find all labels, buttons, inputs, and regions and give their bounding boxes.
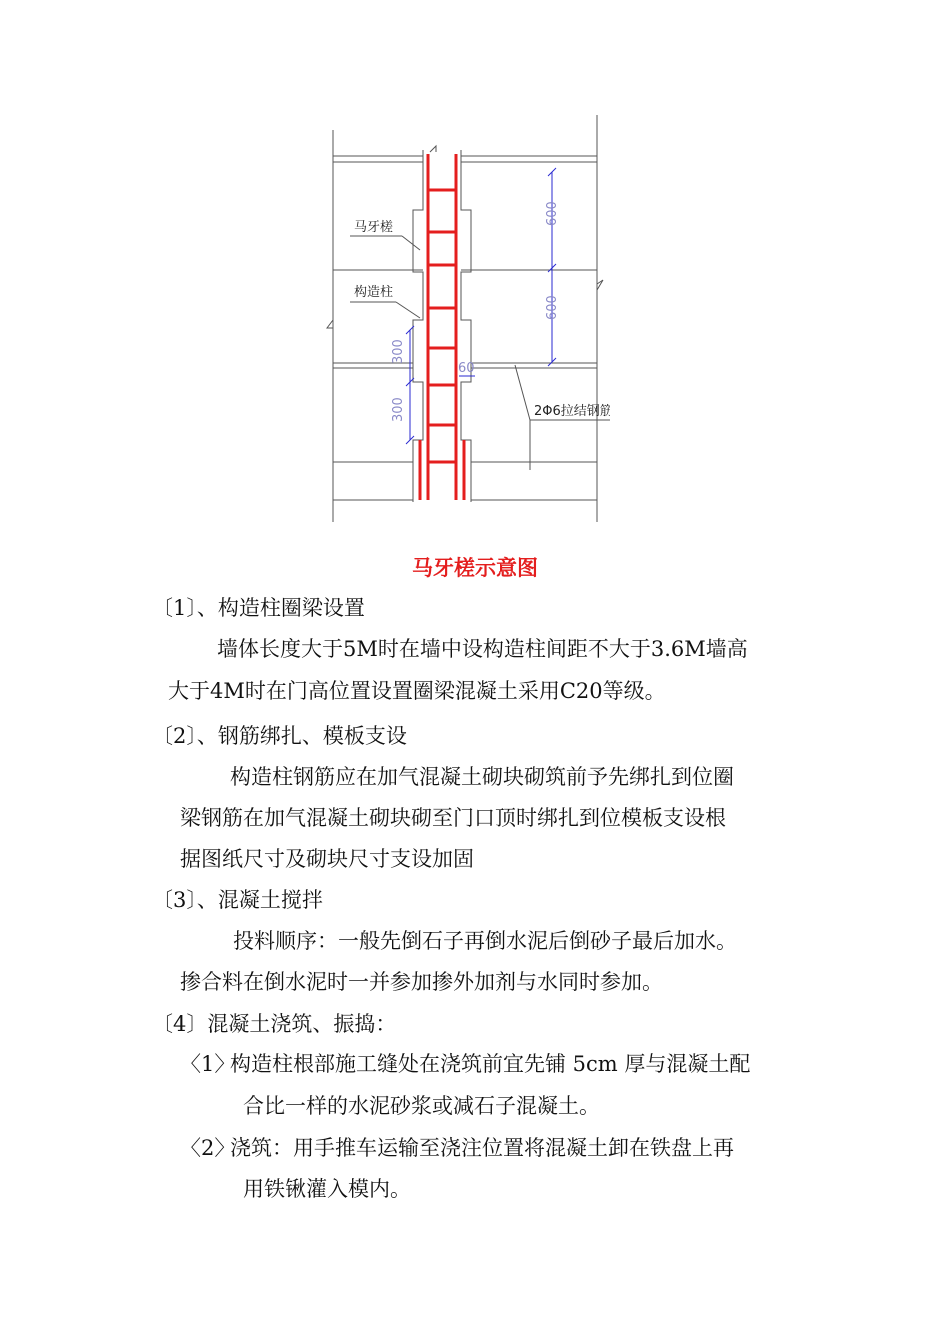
diagram-svg [320, 110, 610, 530]
label-column: 构造柱 [354, 285, 394, 300]
figure-caption: 马牙槎示意图 [412, 555, 538, 580]
section-3-line-2: 掺合料在倒水泥时一并参加掺外加剂与水同时参加。 [180, 970, 663, 994]
item-2-line-1: 浇筑：用手推车运输至浇注位置将混凝土卸在铁盘上再 [230, 1136, 734, 1160]
dim-60: 60 [458, 361, 475, 376]
section-1-line-2: 大于4M时在门高位置设置圈梁混凝土采用C20等级。 [168, 679, 666, 703]
label-tie-bar: 2Φ6拉结钢筋 [534, 404, 610, 419]
section-2-line-1: 构造柱钢筋应在加气混凝土砌块砌筑前予先绑扎到位圈 [230, 765, 734, 789]
section-2-line-3: 据图纸尺寸及砌块尺寸支设加固 [180, 847, 474, 871]
item-2-line-2: 用铁锹灌入模内。 [243, 1177, 411, 1201]
dim-600-upper: 600 [545, 201, 560, 226]
item-2-marker: 〈2〉 [180, 1136, 236, 1160]
section-4-heading: 〔4〕混凝土浇筑、振捣： [152, 1012, 397, 1036]
section-1-line-1: 墙体长度大于5M时在墙中设构造柱间距不大于3.6M墙高 [217, 637, 748, 661]
section-2-line-2: 梁钢筋在加气混凝土砌块砌至门口顶时绑扎到位模板支设根 [180, 806, 726, 830]
item-1-line-1: 构造柱根部施工缝处在浇筑前宜先铺 5cm 厚与混凝土配 [230, 1052, 751, 1076]
section-2-heading: 〔2〕、钢筋绑扎、模板支设 [152, 724, 407, 748]
item-1-marker: 〈1〉 [180, 1052, 236, 1076]
section-1-heading: 〔1〕、构造柱圈梁设置 [152, 596, 365, 620]
dim-300-upper: 300 [391, 339, 406, 364]
horse-tooth-diagram [320, 110, 610, 530]
rebar-cage [420, 154, 464, 500]
dim-600-lower: 600 [545, 295, 560, 320]
section-3-heading: 〔3〕、混凝土搅拌 [152, 888, 323, 912]
label-horse-tooth: 马牙槎 [354, 220, 394, 235]
dim-300-lower: 300 [391, 397, 406, 422]
leader-lines [350, 236, 610, 470]
item-1-line-2: 合比一样的水泥砂浆或减石子混凝土。 [243, 1094, 600, 1118]
section-3-line-1: 投料顺序：一般先倒石子再倒水泥后倒砂子最后加水。 [233, 929, 737, 953]
